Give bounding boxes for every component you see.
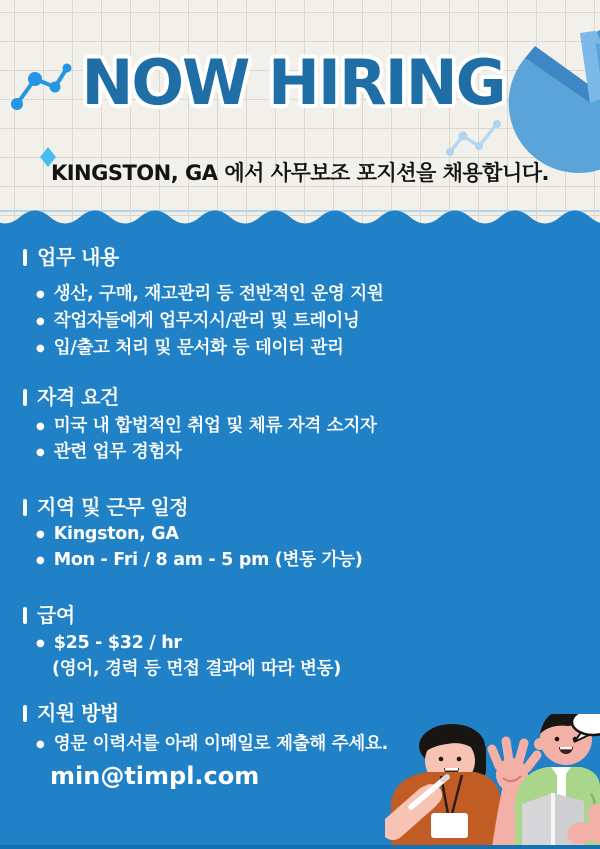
- section-heading-duties: [23, 246, 119, 269]
- list-item-text: 관련 업무 경험자: [53, 442, 182, 462]
- heading-text: 지원 방법: [37, 701, 119, 725]
- light-line-chart-icon: [446, 118, 502, 160]
- bullet-icon: ●: [36, 343, 45, 354]
- pay-note-text: (영어, 경력 등 면접 결과에 따라 변동): [52, 659, 341, 679]
- flyer-header: [0, 0, 600, 232]
- bullet-icon: ●: [36, 529, 45, 540]
- list-item: [36, 524, 179, 545]
- heading-bar: [23, 607, 27, 624]
- contact-email: min@timpl.com: [50, 762, 260, 790]
- list-item: [36, 338, 344, 359]
- heading-text: 업무 내용: [37, 245, 119, 269]
- list-item: [36, 734, 388, 755]
- workers-illustration: [385, 714, 600, 849]
- bullet-icon: ●: [36, 289, 45, 300]
- list-item: [36, 311, 360, 332]
- list-item-text: 영문 이력서를 아래 이메일로 제출해 주세요.: [53, 734, 388, 754]
- list-item-text: 입/출고 처리 및 문서화 등 데이터 관리: [53, 338, 344, 358]
- pay-note: [52, 659, 341, 680]
- bullet-icon: ●: [36, 555, 45, 566]
- section-heading-location-schedule: [23, 496, 188, 519]
- bottom-edge: [0, 845, 600, 849]
- list-item: [36, 442, 182, 463]
- heading-text: 자격 요건: [37, 385, 119, 409]
- page-title: NOW HIRING: [81, 46, 505, 119]
- list-item-text: 생산, 구매, 재고관리 등 전반적인 운영 지원: [53, 284, 384, 304]
- heading-bar: [23, 389, 27, 406]
- list-item-text: 미국 내 합법적인 취업 및 체류 자격 소지자: [53, 416, 377, 436]
- wavy-edge: [0, 205, 600, 232]
- heading-text: 지역 및 근무 일정: [37, 495, 189, 519]
- heading-bar: [23, 705, 27, 722]
- list-item-text: Mon - Fri / 8 am - 5 pm (변동 가능): [53, 550, 363, 570]
- list-item-text: Kingston, GA: [53, 524, 179, 544]
- section-heading-apply: [23, 702, 119, 725]
- heading-bar: [23, 499, 27, 516]
- heading-text: 급여: [37, 603, 75, 627]
- section-heading-qualifications: [23, 386, 119, 409]
- bullet-icon: ●: [36, 316, 45, 327]
- list-item: [36, 416, 377, 437]
- subtitle: KINGSTON, GA 에서 사무보조 포지션을 채용합니다.: [50, 161, 550, 185]
- list-item: [36, 633, 182, 654]
- heading-bar: [23, 249, 27, 266]
- section-heading-pay: [23, 604, 75, 627]
- list-item-text: $25 - $32 / hr: [53, 633, 182, 653]
- bullet-icon: ●: [36, 421, 45, 432]
- bullet-icon: ●: [36, 638, 45, 649]
- bullet-icon: ●: [36, 739, 45, 750]
- list-item: [36, 284, 383, 305]
- list-item: [36, 550, 362, 571]
- bullet-icon: ●: [36, 447, 45, 458]
- list-item-text: 작업자들에게 업무지시/관리 및 트레이닝: [53, 311, 360, 331]
